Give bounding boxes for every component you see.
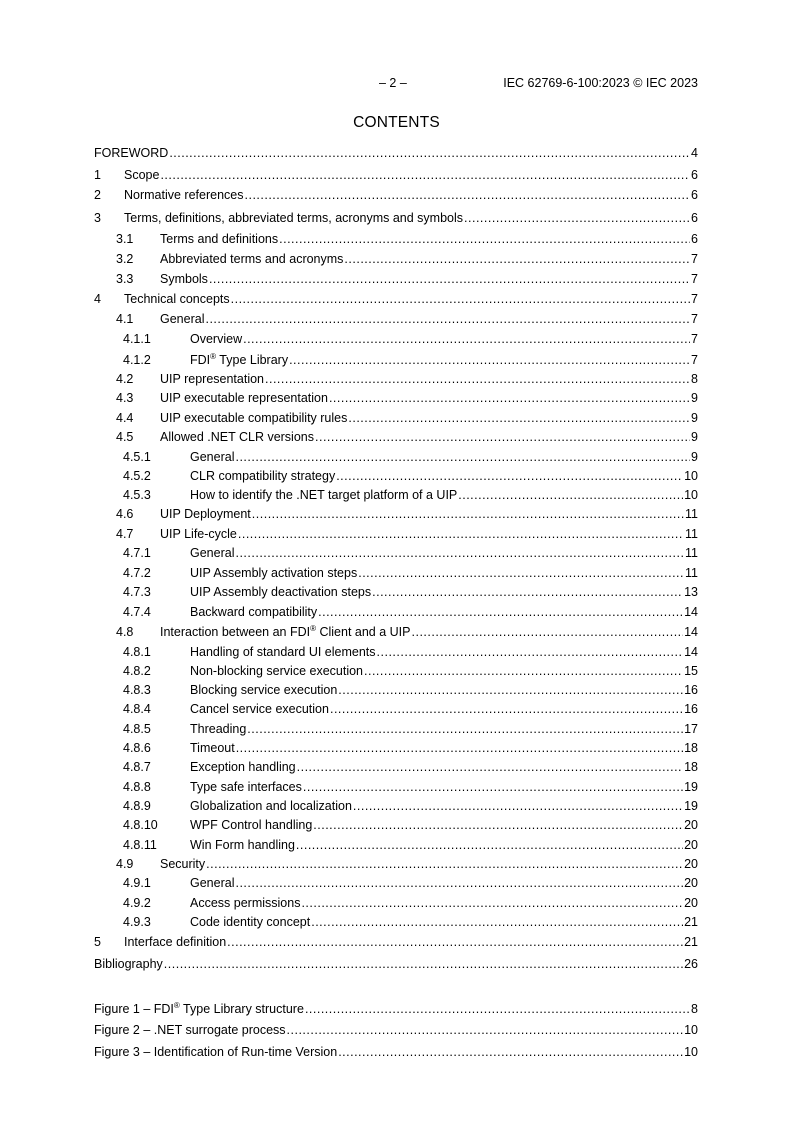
toc-entry-label-text: Type safe interfaces	[190, 780, 302, 794]
toc-entry-label-text: FDI	[190, 353, 211, 367]
toc-entry-page: 15	[684, 664, 698, 678]
dot-leader	[372, 585, 683, 599]
toc-entry-number: 4.1	[116, 312, 134, 326]
toc-entry-label-text: UIP executable compatibility rules	[160, 411, 348, 425]
toc-entry-label-text: Interface definition	[124, 935, 227, 949]
toc-entry-page: 14	[684, 645, 698, 659]
toc-entry[interactable]	[94, 585, 698, 601]
toc-entry[interactable]	[94, 232, 698, 248]
toc-entry-page: 7	[691, 353, 698, 367]
dot-leader	[236, 741, 683, 755]
toc-entry-label-text: Overview	[190, 332, 243, 346]
toc-entry-number: 4.5.3	[123, 488, 151, 502]
toc-entry-label	[190, 702, 329, 716]
toc-entry-label	[160, 430, 314, 444]
toc-entry-label-text: Timeout	[190, 741, 235, 755]
toc-entry[interactable]	[94, 896, 698, 912]
toc-entry-label	[94, 957, 163, 971]
toc-entry-number: 1	[94, 168, 101, 182]
toc-entry-label	[190, 741, 235, 755]
toc-entry-number: 5	[94, 935, 101, 949]
toc-entry-page: 4	[691, 146, 698, 160]
dot-leader	[458, 488, 683, 502]
toc-entry[interactable]	[94, 780, 698, 796]
page-title: CONTENTS	[353, 114, 440, 131]
toc-entry-number: 2	[94, 188, 101, 202]
toc-entry-label	[190, 469, 335, 483]
toc-entry-number: 4.9.2	[123, 896, 151, 910]
toc-entry-label	[160, 372, 264, 386]
toc-entry-page: 20	[684, 876, 698, 890]
toc-entry[interactable]	[94, 252, 698, 268]
toc-entry[interactable]	[94, 391, 698, 407]
toc-entry-page: 6	[691, 188, 698, 202]
dot-leader	[235, 876, 683, 890]
toc-entry-number: 3.3	[116, 272, 134, 286]
toc-entry-number: 4.6	[116, 507, 134, 521]
toc-entry[interactable]	[94, 450, 698, 466]
toc-entry-number: 4.8.4	[123, 702, 151, 716]
toc-entry[interactable]	[94, 411, 698, 427]
toc-entry-label-text: General	[190, 450, 235, 464]
toc-entry-page: 9	[691, 450, 698, 464]
toc-entry[interactable]	[94, 146, 698, 162]
toc-entry-label-text: Handling of standard UI elements	[190, 645, 376, 659]
dot-leader	[160, 168, 690, 182]
toc-entry-number: 4.2	[116, 372, 134, 386]
toc-entry-page: 7	[691, 332, 698, 346]
dot-leader	[315, 430, 690, 444]
dot-leader	[238, 527, 684, 541]
toc-entry-label	[190, 799, 352, 813]
toc-entry-page: 6	[691, 211, 698, 225]
toc-entry-label	[94, 146, 168, 160]
toc-entry-label	[124, 935, 226, 949]
toc-entry-label-text: CLR compatibility strategy	[190, 469, 336, 483]
toc-entry-label	[190, 876, 234, 890]
toc-entry-page: 20	[684, 838, 698, 852]
toc-entry-page: 16	[684, 702, 698, 716]
dot-leader	[336, 469, 683, 483]
toc-entry-number: 4.7.4	[123, 605, 151, 619]
dot-leader	[464, 211, 690, 225]
toc-entry-page: 7	[691, 272, 698, 286]
toc-entry-page: 9	[691, 411, 698, 425]
toc-entry-page: 14	[684, 625, 698, 639]
toc-entry-number: 4.7.1	[123, 546, 151, 560]
toc-entry-number: 4.5.1	[123, 450, 151, 464]
toc-entry[interactable]	[94, 876, 698, 892]
toc-entry-label	[190, 664, 363, 678]
toc-entry[interactable]	[94, 188, 698, 204]
dot-leader	[209, 272, 690, 286]
toc-entry-number: 4	[94, 292, 101, 306]
toc-entry[interactable]	[94, 507, 698, 523]
dot-leader	[169, 146, 690, 160]
dot-leader	[164, 957, 683, 971]
toc-entry-number: 3	[94, 211, 101, 225]
toc-entry-label	[94, 1023, 286, 1037]
dot-leader	[301, 896, 683, 910]
toc-entry-number: 4.8.2	[123, 664, 151, 678]
toc-entry[interactable]	[94, 915, 698, 931]
toc-entry-label-text: Type Library	[216, 353, 289, 367]
dot-leader	[243, 332, 690, 346]
toc-entry[interactable]	[94, 935, 698, 951]
toc-entry[interactable]	[94, 372, 698, 388]
toc-entry-page: 18	[684, 741, 698, 755]
toc-entry[interactable]	[94, 332, 698, 348]
toc-entry-label	[160, 625, 411, 639]
toc-entry-page: 8	[691, 1002, 698, 1016]
toc-entry-label-text: Security	[160, 857, 206, 871]
toc-entry[interactable]	[94, 168, 698, 184]
toc-entry-label-text: WPF Control handling	[190, 818, 313, 832]
toc-entry[interactable]	[94, 312, 698, 328]
toc-entry-label-text: UIP executable representation	[160, 391, 328, 405]
dot-leader	[364, 664, 683, 678]
toc-entry-page: 6	[691, 232, 698, 246]
registered-mark: ®	[173, 1001, 180, 1010]
toc-entry-label	[190, 566, 357, 580]
toc-entry[interactable]	[94, 488, 698, 504]
toc-entry-label	[190, 488, 457, 502]
dot-leader	[206, 857, 683, 871]
dot-leader	[235, 450, 690, 464]
toc-entry-label	[124, 211, 463, 225]
toc-entry-label-text: Technical concepts	[124, 292, 230, 306]
toc-entry-label	[94, 1002, 304, 1016]
toc-entry[interactable]	[94, 760, 698, 776]
toc-entry-number: 4.8.1	[123, 645, 151, 659]
toc-entry-page: 26	[684, 957, 698, 971]
toc-entry-page: 19	[684, 799, 698, 813]
toc-entry-page: 7	[691, 312, 698, 326]
toc-entry-label	[190, 605, 317, 619]
figure-list-item[interactable]	[94, 1023, 698, 1039]
toc-entry-number: 3.1	[116, 232, 134, 246]
dot-leader	[245, 188, 691, 202]
dot-leader	[231, 292, 690, 306]
dot-leader	[348, 411, 690, 425]
toc-entry-label	[190, 722, 246, 736]
standard-reference: IEC 62769-6-100:2023 © IEC 2023	[503, 76, 698, 90]
toc-entry-label	[190, 760, 296, 774]
toc-entry-label-text: Normative references	[124, 188, 244, 202]
toc-entry[interactable]	[94, 702, 698, 718]
toc-entry-label	[190, 683, 337, 697]
toc-entry-label-text: Blocking service execution	[190, 683, 338, 697]
toc-entry-page: 17	[684, 722, 698, 736]
toc-entry-label	[190, 353, 288, 367]
toc-entry-page: 16	[684, 683, 698, 697]
toc-entry-label	[190, 896, 300, 910]
toc-entry-number: 4.9.1	[123, 876, 151, 890]
toc-entry-page: 14	[684, 605, 698, 619]
toc-entry-label-text: UIP Assembly deactivation steps	[190, 585, 372, 599]
toc-entry-label	[160, 411, 347, 425]
dot-leader	[297, 760, 683, 774]
dot-leader	[313, 818, 683, 832]
toc-entry-number: 4.8.7	[123, 760, 151, 774]
toc-entry-page: 10	[684, 469, 698, 483]
dot-leader	[377, 645, 684, 659]
toc-entry-label-text: FOREWORD	[94, 146, 169, 160]
toc-entry-label	[190, 645, 376, 659]
toc-entry-label-text: UIP Deployment	[160, 507, 251, 521]
toc-entry-page: 20	[684, 857, 698, 871]
toc-entry-label	[160, 857, 205, 871]
toc-entry-label-text: General	[160, 312, 205, 326]
toc-entry-label-text: Cancel service execution	[190, 702, 329, 716]
toc-entry-number: 4.8.3	[123, 683, 151, 697]
toc-entry-label	[190, 332, 242, 346]
toc-entry-label	[160, 391, 328, 405]
dot-leader	[338, 683, 683, 697]
toc-entry-label-text: General	[190, 876, 235, 890]
toc-entry[interactable]	[94, 272, 698, 288]
dot-leader	[344, 252, 690, 266]
registered-mark: ®	[310, 624, 316, 633]
toc-entry-page: 11	[685, 566, 698, 580]
toc-entry-number: 4.3	[116, 391, 134, 405]
dot-leader	[330, 702, 683, 716]
toc-entry-label	[160, 312, 204, 326]
toc-entry-label-text: Symbols	[160, 272, 208, 286]
toc-entry[interactable]	[94, 430, 698, 446]
toc-entry[interactable]	[94, 722, 698, 738]
dot-leader	[227, 935, 683, 949]
toc-entry[interactable]	[94, 566, 698, 582]
toc-entry-number: 4.8.10	[123, 818, 158, 832]
toc-entry[interactable]	[94, 546, 698, 562]
toc-entry-label-text: Allowed .NET CLR versions	[160, 430, 314, 444]
toc-entry-label	[190, 818, 312, 832]
toc-entry-number: 4.7.3	[123, 585, 151, 599]
toc-entry-number: 4.5.2	[123, 469, 151, 483]
dot-leader	[303, 780, 683, 794]
toc-entry-label	[124, 168, 159, 182]
toc-entry-number: 4.8.11	[123, 838, 157, 852]
toc-entry-page: 8	[691, 372, 698, 386]
toc-entry-label	[190, 546, 234, 560]
toc-entry[interactable]	[94, 625, 698, 641]
toc-entry-label-text: Code identity concept	[190, 915, 311, 929]
toc-entry-label-text: UIP representation	[160, 372, 264, 386]
toc-entry-page: 10	[684, 1023, 698, 1037]
toc-entry-label-text: Interaction between an FDI	[160, 625, 311, 639]
dot-leader	[296, 838, 683, 852]
dot-leader	[205, 312, 690, 326]
toc-entry-label	[124, 292, 230, 306]
toc-entry-label-text: Access permissions	[190, 896, 301, 910]
dot-leader	[252, 507, 684, 521]
toc-entry-label-text: Non-blocking service execution	[190, 664, 364, 678]
toc-entry-page: 9	[691, 430, 698, 444]
toc-entry[interactable]	[94, 818, 698, 834]
toc-entry-label	[160, 527, 237, 541]
dot-leader	[358, 566, 684, 580]
toc-entry[interactable]	[94, 741, 698, 757]
toc-entry-label	[190, 585, 371, 599]
toc-entry[interactable]	[94, 527, 698, 543]
toc-entry[interactable]	[94, 957, 698, 973]
toc-entry-number: 4.7.2	[123, 566, 151, 580]
toc-entry-page: 10	[684, 488, 698, 502]
dot-leader	[279, 232, 690, 246]
page-header	[94, 76, 698, 92]
toc-entry[interactable]	[94, 605, 698, 621]
toc-entry-page: 11	[685, 546, 698, 560]
toc-entry-page: 18	[684, 760, 698, 774]
dot-leader	[318, 605, 683, 619]
toc-entry-label-text: Terms and definitions	[160, 232, 279, 246]
toc-entry-label	[190, 838, 295, 852]
figure-list-item[interactable]	[94, 1045, 698, 1061]
dot-leader	[305, 1002, 690, 1016]
toc-entry-label-text: Exception handling	[190, 760, 296, 774]
toc-entry-label	[94, 1045, 337, 1059]
toc-entry-label-text: Threading	[190, 722, 247, 736]
registered-mark: ®	[210, 352, 217, 361]
toc-entry-label-text: Scope	[124, 168, 160, 182]
toc-entry-label-text: Terms, definitions, abbreviated terms, acronyms and symbols	[124, 211, 464, 225]
toc-entry-page: 9	[691, 391, 698, 405]
toc-entry-label	[190, 915, 310, 929]
toc-entry-number: 4.4	[116, 411, 134, 425]
toc-entry[interactable]	[94, 469, 698, 485]
toc-entry-label-text: Figure 2 – .NET surrogate process	[94, 1023, 286, 1037]
dot-leader	[265, 372, 690, 386]
toc-entry-number: 4.8.9	[123, 799, 151, 813]
toc-entry-label-text: Figure 3 – Identification of Run-time Version	[94, 1045, 338, 1059]
toc-entry-label-text: UIP Life-cycle	[160, 527, 237, 541]
toc-entry-label-text: Type Library structure	[179, 1002, 304, 1016]
toc-entry-page: 10	[684, 1045, 698, 1059]
figure-list-item[interactable]	[94, 1002, 698, 1018]
toc-entry-number: 4.5	[116, 430, 134, 444]
toc-entry-page: 11	[685, 507, 698, 521]
toc-entry-label-text: Client and a UIP	[316, 625, 411, 639]
toc-entry-page: 20	[684, 818, 698, 832]
toc-entry-number: 4.1.1	[123, 332, 151, 346]
dot-leader	[247, 722, 683, 736]
toc-entry-number: 4.8.6	[123, 741, 151, 755]
toc-entry-number: 4.1.2	[123, 353, 151, 367]
toc-entry[interactable]	[94, 292, 698, 308]
toc-entry-number: 4.9.3	[123, 915, 151, 929]
toc-entry-label	[124, 188, 244, 202]
toc-entry-page: 7	[691, 292, 698, 306]
toc-entry-page: 7	[691, 252, 698, 266]
dot-leader	[329, 391, 690, 405]
toc-entry-label	[190, 450, 234, 464]
toc-entry[interactable]	[94, 799, 698, 815]
dot-leader	[338, 1045, 683, 1059]
toc-entry[interactable]	[94, 683, 698, 699]
toc-entry-label	[160, 272, 208, 286]
toc-entry[interactable]	[94, 353, 698, 369]
toc-entry-label-text: How to identify the .NET target platform of a UIP	[190, 488, 458, 502]
toc-entry-page: 11	[685, 527, 698, 541]
dot-leader	[287, 1023, 684, 1037]
toc-entry[interactable]	[94, 838, 698, 854]
dot-leader	[412, 625, 684, 639]
toc-entry-page: 21	[684, 915, 698, 929]
toc-entry-number: 4.7	[116, 527, 134, 541]
toc-entry-page: 19	[684, 780, 698, 794]
toc-entry-label-text: Backward compatibility	[190, 605, 318, 619]
toc-entry-number: 4.9	[116, 857, 134, 871]
toc-entry-label	[160, 232, 278, 246]
dot-leader	[353, 799, 683, 813]
toc-entry[interactable]	[94, 211, 698, 227]
toc-entry-label	[190, 780, 302, 794]
toc-entry-label-text: Figure 1 – FDI	[94, 1002, 174, 1016]
dot-leader	[235, 546, 684, 560]
toc-entry-page: 6	[691, 168, 698, 182]
toc-entry-label	[160, 252, 343, 266]
toc-entry-number: 4.8	[116, 625, 134, 639]
dot-leader	[311, 915, 683, 929]
toc-entry-page: 20	[684, 896, 698, 910]
toc-entry-label-text: Abbreviated terms and acronyms	[160, 252, 344, 266]
toc-entry-number: 4.8.8	[123, 780, 151, 794]
toc-entry-label-text: Bibliography	[94, 957, 163, 971]
toc-entry-page: 21	[684, 935, 698, 949]
toc-entry-label-text: General	[190, 546, 235, 560]
toc-entry-label	[160, 507, 251, 521]
toc-entry[interactable]	[94, 645, 698, 661]
toc-entry-label-text: Globalization and localization	[190, 799, 352, 813]
toc-entry-number: 3.2	[116, 252, 134, 266]
toc-entry[interactable]	[94, 664, 698, 680]
dot-leader	[289, 353, 690, 367]
toc-entry-label-text: UIP Assembly activation steps	[190, 566, 358, 580]
toc-entry-number: 4.8.5	[123, 722, 151, 736]
toc-entry-label-text: Win Form handling	[190, 838, 295, 852]
toc-entry[interactable]	[94, 857, 698, 873]
page-number: – 2 –	[379, 76, 407, 90]
toc-entry-page: 13	[684, 585, 698, 599]
